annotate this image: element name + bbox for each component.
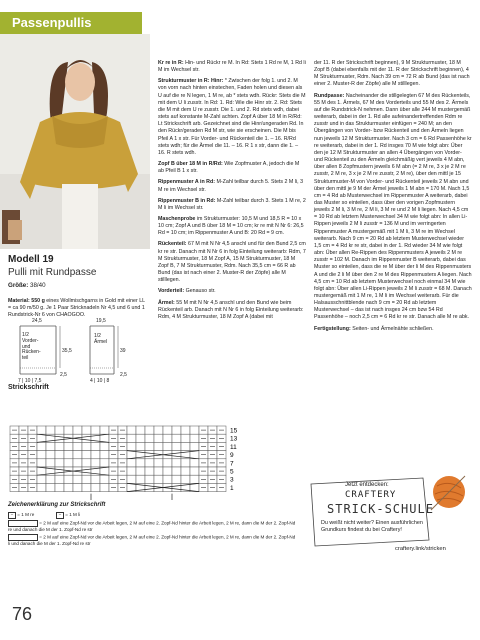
chart-cell (100, 426, 109, 434)
instruction-text: Genauso str. (185, 288, 216, 295)
instruction-paragraph (314, 326, 472, 333)
chart-cell (172, 483, 181, 491)
chart-cell (163, 434, 172, 442)
chart-cell (64, 483, 73, 491)
instruction-text: 67 M mit N Nr 4,5 anschl und für den Bund 2,5 cm kr re str. Danach mit N Nr 6 in folg Einteilung weiterarb: Rdm, 7 M Strukturmuster, 18 M Zopf A, 15 M Strukturmuster, 18 M Zopf B, 7 M Strukturmuster, Rdm. Nach 35,5 cm = 66 R ab Bund (das ist nach einer 2. Muster-R der Zöpfe) alle M stilllegen. (158, 241, 306, 284)
instruction-text: im Strukturmuster: 10,5 M und 18,5 R = 10 x 10 cm; Zopf A und B über 18 M = 10 cm; kr re mit N Nr 6: 26,5 Rd = 10 cm; im Rippenmuster A und B: 20 Rd = 9 cm. (158, 215, 304, 237)
chart-cell (145, 451, 154, 459)
chart-cell (55, 434, 64, 442)
chart-cell (127, 434, 136, 442)
chart-cell (136, 434, 145, 442)
legend-item (8, 520, 298, 533)
chart-cell (181, 426, 190, 434)
model-photo (0, 34, 150, 249)
ad-brand: CRAFTERY (345, 490, 397, 500)
sleeve-height-measure: 39 (120, 348, 126, 354)
material-block (8, 298, 148, 319)
model-photo-illustration (0, 34, 150, 249)
chart-cell (136, 467, 145, 475)
chart-cell (145, 475, 154, 483)
sleeve-bottom-measure: 4 | 10 | 8 (90, 378, 110, 384)
chart-row-number: 7 (230, 460, 234, 468)
chart-cell (190, 467, 199, 475)
chart-cell (190, 475, 199, 483)
body-top-measure: 24,5 (32, 318, 42, 324)
instruction-paragraph (158, 300, 306, 321)
chart-cell (46, 475, 55, 483)
chart-cell (127, 442, 136, 450)
chart-cell (172, 475, 181, 483)
chart-cell (46, 459, 55, 467)
chart-cell (37, 467, 46, 475)
size-label: Größe: (8, 282, 29, 289)
chart-cell (127, 426, 136, 434)
chart-cell (37, 442, 46, 450)
instruction-heading: Vorderteil: (158, 288, 185, 295)
chart-row-number: 15 (230, 427, 238, 435)
chart-cell (46, 426, 55, 434)
chart-cell (82, 459, 91, 467)
chart-cell (91, 451, 100, 459)
sleeve-top-measure: 19,5 (96, 318, 106, 324)
body-height-measure: 35,5 (62, 348, 72, 354)
chart-row-number: 13 (230, 435, 238, 443)
chart-cell (163, 442, 172, 450)
instruction-heading: Ärmel: (158, 299, 175, 306)
chart-cell (136, 459, 145, 467)
chart-cell (145, 426, 154, 434)
section-tab: Passenpullis (0, 12, 142, 34)
chart-cell (145, 434, 154, 442)
chart-cell (55, 442, 64, 450)
instruction-heading: Strukturmuster in R: Hinr: (158, 78, 224, 85)
chart-cell (172, 467, 181, 475)
chart-cell (91, 483, 100, 491)
model-title: Modell 19 (8, 254, 54, 265)
legend-item (8, 512, 80, 519)
chart-cell (91, 475, 100, 483)
legend-cable-b-symbol (8, 534, 38, 541)
ad-url[interactable]: craftery.link/stricken (395, 546, 446, 552)
chart-cell (154, 426, 163, 434)
chart-row-number: 1 (230, 484, 234, 492)
instruction-paragraph (314, 93, 472, 322)
material-text: eines Wollmischgarns in Gold mit einer LL = ca 90 m/50 g. Je 1 Paar Stricknadeln Nr 4,5 und 6 und 1 Rundstrick-Nr 6 von CHAOGOO. (8, 298, 145, 319)
ad-kicker: Jetzt entdecken: (345, 482, 389, 488)
chart-cell (190, 451, 199, 459)
instruction-paragraph (158, 216, 306, 237)
instruction-paragraph (158, 198, 306, 212)
chart-cell (145, 442, 154, 450)
chart-cell (127, 483, 136, 491)
chart-cell (127, 467, 136, 475)
chart-cell (73, 483, 82, 491)
chart-cell (190, 483, 199, 491)
chart-cell (100, 467, 109, 475)
chart-cell (100, 459, 109, 467)
instruction-text: der 11. R der Strickschrift beginnen), 9 M Strukturmuster, 18 M Zopf B (dabei ebenfalls mit der 11. R der Strickschrift beginnen), 4 M Strukturmuster, Rdm. Nach 39 cm = 72 R ab Bund (das ist nach einer 2. Muster-R der Zöpfe) alle M stilllegen. (314, 60, 470, 88)
instruction-heading: Rundpasse: (314, 92, 345, 99)
body-bottom-measure: 7 | 10 | 7,5 (18, 378, 42, 384)
chart-cell (136, 442, 145, 450)
chart-cell (181, 434, 190, 442)
chart-cell (64, 442, 73, 450)
size-value: 38/40 (30, 282, 46, 289)
instructions-column-3 (314, 60, 472, 337)
legend-cable-b-text: = 2 M auf eine Zopf-Nd vor die Arbeit legen, 2 M auf eine 2. Zopf-Nd hinter die Arbeit legen, 2 M re, dann die M der 2. Zopf-Nd li und danach die M der 1. Zopf-Nd re str (8, 534, 296, 546)
chart-cell (37, 475, 46, 483)
instruction-paragraph (314, 60, 472, 89)
legend-cable-a-text: = 2 M auf eine Zopf-Nd vor die Arbeit legen, 2 M auf eine 2. Zopf-Nd hinter die Arbeit legen, 2 M re, dann die M der 2. Zopf-Nd re und danach die M der 1. Zopf-Nd re str (8, 520, 296, 532)
chart-cell (100, 451, 109, 459)
instructions-column-2 (158, 60, 306, 325)
chart-cell (91, 442, 100, 450)
chart-cell (172, 451, 181, 459)
instruction-paragraph (158, 78, 306, 157)
chart-cell (64, 451, 73, 459)
chart-row-number: 9 (230, 452, 234, 460)
chart-cell (73, 459, 82, 467)
instruction-heading: Rippenmuster B in Rd: (158, 197, 216, 204)
chart-cell (37, 426, 46, 434)
chart-cell (100, 434, 109, 442)
instruction-text: M-Zahl teilbar durch 5. Stets 2 M li, 3 M re im Wechsel str. (158, 179, 304, 193)
chart-cell (154, 467, 163, 475)
chart-cell (190, 442, 199, 450)
chart-cell (73, 451, 82, 459)
chart-title: Strickschrift (8, 384, 49, 391)
chart-cell (172, 459, 181, 467)
chart-cell (82, 442, 91, 450)
chart-cell (82, 483, 91, 491)
ad-text: Du weißt nicht weiter? Einen ausführlichen Grundkurs findest du bei Craftery! (321, 520, 423, 533)
chart-cell (82, 451, 91, 459)
instruction-text: Nacheinander die stillgelegten 67 M des Rückenteils, 55 M des 1. Ärmels, 67 M des Vorderteils und 55 M des 2. Ärmels auf die Rundstrick-N nehmen. Dann über alle 244 M mustergemäß weiterarb, dabei in der 1. Rd alle aufeinandertreffenden Rdm re zusstr und in das Strukturmuster einfügen = 240 M; an den Übergängen von Vorder- bzw Rückenteil und den Ärmeln liegen nun jeweils 12 M Strukturmuster. Nach 3 cm = 6 Rd Passenhöhe kr re weiterarb, dabei in der 1. Rd insges 70 M wie folgt abn: Über den je 12 M Strukturmuster an allen 4 Übergängen von Vorder- und Rückenteil zu den Ärmeln gleichmäßig vert jeweils 4 M abn, über allen 8 Zopfmustern jeweils 6 M abn (= 2 M re, 3 x je 2 M re zusstr, 2 M re, 3 x je 2 M re zusstr, 2 M re), über den mittl je 15 Strukturmuster-M von Vorder- und Rückenteil jeweils 2 M abn und über den mittl je 9 M der Ärmel jeweils 1 M abn = 170 M. Nach 1,5 cm = 4 Rd ab Musterwechsel im Rippenmuster A weiterarb, dabei das Muster so einteilen, dass über den vorigen Zopfmustern jeweils 2 M li, 3 M re, 2 M li, 3 M re und 2 M li liegen. Nach 4,5 cm = 10 Rd ab letztem Musterwechsel 34 M wie folgt abn: In allen Li-Rippen jeweils 2 M li zusstr = 136 M und im verringerten Rippenmuster A mustergemäß mit 1 M li, 3 M re im Wechsel weiterarb. Nach 9 cm = 20 Rd ab letztem Musterwechsel wieder 1,5 cm = 4 Rd kr re str, dabei in der 1. Rd wieder 34 M wie folgt abn: Über allen Re-Rippen des Rippenmusters A jeweils 2 M re zusstr = 102 M. Danach im Rippenmuster B weiterarb, dabei das Muster so einteilen, dass die re M über der li M des Rippenmusters A und die 2 li M über den 2 re M des Rippenmusters A liegen. Nach 4,5 cm = 10 Rd ab letztem Musterwechsel noch einmal 34 M wie folgt abn: Über allen Li-Rippen jeweils 2 M li zusstr = 68 M. Danach mustergemäß mit 1 M re, 1 M li im Wechsel weiterarb. Für die Halsausschnittblende nach 9 cm = 20 Rd ab letztem Musterwechsel – das ist nach insges 24 cm bzw 54 Rd Passenhöhe – noch 2,5 cm = 6 Rd kr re str. Danach alle M re abk. (314, 92, 472, 321)
instruction-text: M-Zahl teilbar durch 3. Stets 1 M re, 2 M li im Wechsel str. (158, 197, 306, 211)
chart-cell (82, 467, 91, 475)
chart-cell (190, 426, 199, 434)
legend-item (8, 534, 298, 547)
chart-cell (64, 459, 73, 467)
chart-cell (172, 426, 181, 434)
chart-cell (190, 459, 199, 467)
chart-cell (73, 426, 82, 434)
chart-cell (55, 483, 64, 491)
material-label: Material: 550 g (8, 298, 45, 304)
chart-cell (145, 459, 154, 467)
chart-cell (136, 475, 145, 483)
instruction-paragraph (158, 179, 306, 193)
chart-cell (127, 475, 136, 483)
model-subtitle: Pulli mit Rundpasse (8, 267, 97, 278)
instruction-heading: Maschenprobe (158, 215, 196, 222)
chart-row-number: 5 (230, 468, 234, 476)
legend-purl-text: = 1 M li (65, 512, 81, 517)
chart-cell (55, 451, 64, 459)
chart-cell (145, 483, 154, 491)
legend-cable-a-symbol (8, 520, 38, 527)
chart-cell (163, 475, 172, 483)
chart-row-number: 11 (230, 443, 237, 451)
instruction-text: 55 M mit N Nr 4,5 anschl und den Bund wie beim Rückenteil arb. Danach mit N Nr 6 in folg Einteilung weiterarb: Rdm, 4 M Strukturmuster, 18 M Zopf A (dabei mit (158, 299, 304, 320)
chart-cell (55, 467, 64, 475)
chart-cell (163, 467, 172, 475)
chart-cell (37, 451, 46, 459)
body-label: 1/2 Vorder- und Rücken-teil (22, 332, 41, 362)
size-line (8, 282, 46, 289)
chart-cell (55, 475, 64, 483)
instruction-text: Wie Zopfmuster A, jedoch die M ab Pfeil B 1 x str. (158, 161, 300, 175)
instruction-paragraph (158, 288, 306, 295)
page-number: 76 (12, 604, 33, 624)
instruction-heading: Fertigstellung: (314, 325, 351, 332)
chart-cell (100, 483, 109, 491)
chart-cell (163, 426, 172, 434)
chart-cell (64, 475, 73, 483)
legend-knit-symbol: − (8, 512, 16, 519)
instruction-paragraph (158, 60, 306, 74)
chart-cell (154, 459, 163, 467)
chart-row-number: 3 (230, 476, 234, 484)
chart-cell (181, 459, 190, 467)
chart-cell (55, 426, 64, 434)
chart-cell (127, 451, 136, 459)
chart-cell (190, 434, 199, 442)
chart-cell (73, 475, 82, 483)
chart-cell (46, 483, 55, 491)
ad-product: STRICK-SCHULE (327, 502, 434, 516)
instruction-text: * Zwischen der folg 1. und 2. M von vorn nach hinten einstechen, Faden holen und diesen als U auf die re N legen, 1 M re, ab * stets wdh. Rückr: Stets die M mit dem U li zusstr. In Rd: 1. Rd: Wie die Hinr str. 2. Rd: Stets die M mit dem U re zusstr. Die 1. und 2. Rd stets wdh, dabei stets auf konstante M-Zahl achten. Zopf A über 18 M in R/Rd: Lt Strickschrift arb. Gezeichnet sind die Hinr/ungeraden Rd. In den Rückr/geraden Rd M str, wie sie erscheinen. Die M bis Pfeil A 1 x str. Für Vorder- und Rückenteil die 1. – 16. R/Rd stets wdh; für die Ärmel die 11. – 16. R 1 x str, dann die 1. – 16. R stets wdh. (158, 78, 306, 156)
chart-cell (82, 426, 91, 434)
chart-cell (73, 442, 82, 450)
instruction-heading: Zopf B über 18 M in R/Rd: (158, 161, 223, 168)
chart-cell (37, 483, 46, 491)
instruction-heading: Rippenmuster A in Rd: (158, 179, 215, 186)
instruction-heading: Kr re in R: (158, 60, 184, 66)
sleeve-rib-measure: 2,5 (120, 372, 127, 378)
chart-cell (82, 475, 91, 483)
chart-cell (37, 459, 46, 467)
chart-cell (163, 459, 172, 467)
chart-cell (154, 475, 163, 483)
chart-cell (55, 459, 64, 467)
chart-cell (172, 434, 181, 442)
sleeve-label: 1/2 Ärmel (94, 333, 108, 345)
legend-purl-symbol: − (56, 512, 64, 519)
legend-knit-text: = 1 M re (17, 512, 35, 517)
chart-cell (154, 434, 163, 442)
instruction-paragraph (158, 241, 306, 284)
chart-cell (136, 426, 145, 434)
chart-cell (145, 467, 154, 475)
chart-cell (172, 442, 181, 450)
chart-cell (100, 442, 109, 450)
chart-cell (181, 467, 190, 475)
instruction-paragraph (158, 161, 306, 175)
chart-cell (37, 434, 46, 442)
legend-title: Zeichenerklärung zur Strickschrift (8, 502, 106, 508)
chart-cell (100, 475, 109, 483)
instruction-heading: Rückenteil: (158, 241, 187, 248)
chart-cell (181, 442, 190, 450)
body-rib-measure: 2,5 (60, 372, 67, 378)
chart-cell (46, 451, 55, 459)
chart-cell (46, 442, 55, 450)
chart-cell (181, 475, 190, 483)
instruction-text: Seiten- und Ärmelnähte schließen. (352, 325, 434, 332)
chart-cell (82, 434, 91, 442)
chart-cell (91, 426, 100, 434)
chart-cell (91, 459, 100, 467)
craftery-ad[interactable] (305, 470, 470, 558)
chart-cell (154, 442, 163, 450)
chart-cell (64, 426, 73, 434)
instruction-text: Hin- und Rückr re M. In Rd: Stets 1 Rd re M, 1 Rd li M im Wechsel str. (158, 60, 306, 74)
knitting-chart-grid (8, 424, 258, 500)
chart-cell (127, 459, 136, 467)
